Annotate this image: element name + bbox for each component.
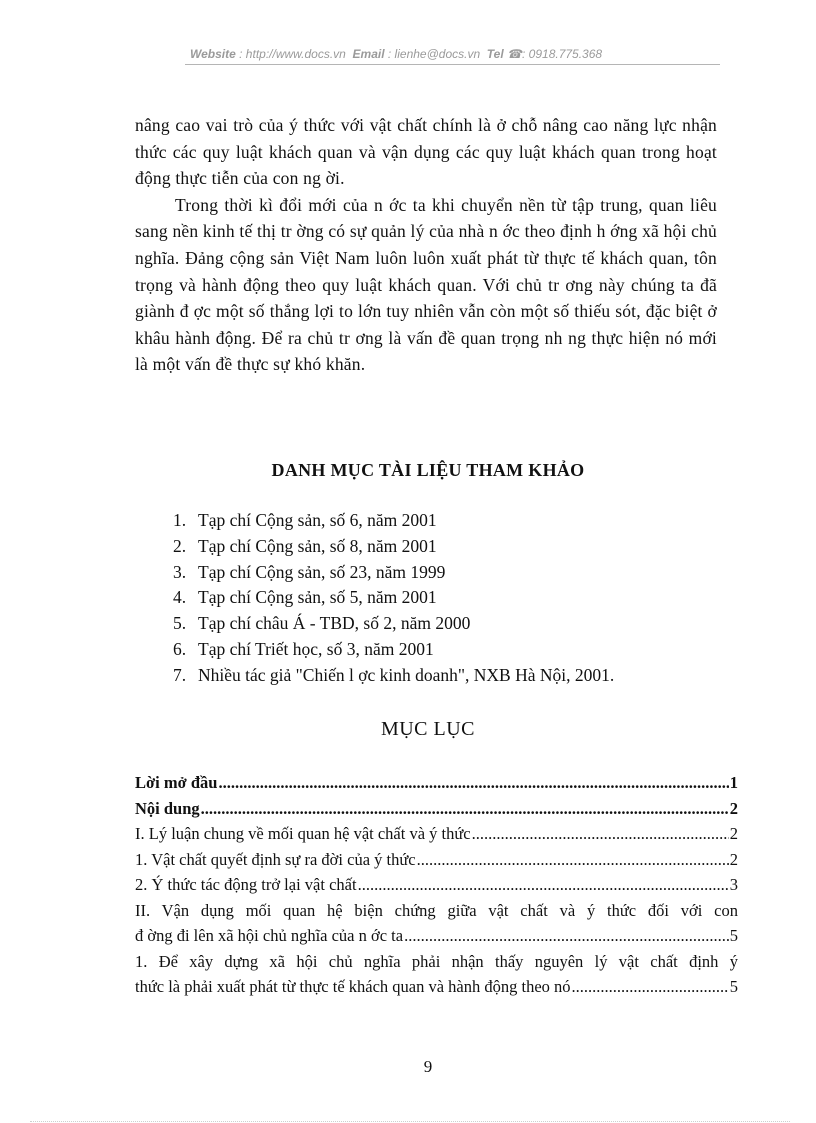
toc-entry[interactable]: Lời mở đầu ..... 1: [135, 770, 738, 796]
toc-entry[interactable]: Nội dung ..... 2: [135, 796, 738, 822]
tel-value: : 0918.775.368: [522, 47, 603, 61]
list-item: 1. Tạp chí Cộng sản, số 6, năm 2001: [173, 510, 437, 530]
list-item: 4. Tạp chí Cộng sản, số 5, năm 2001: [173, 587, 437, 608]
email-value[interactable]: : lienhe@docs.vn: [387, 47, 481, 61]
phone-icon: ☎: [507, 47, 522, 61]
page-header: [190, 47, 720, 61]
toc-entry[interactable]: 1. Vật chất quyết định sự ra đời của ý thức ..... 2: [135, 847, 738, 873]
tel-label: Tel: [486, 47, 504, 61]
toc-title: MỤC LỤC: [380, 718, 476, 740]
paragraph: nâng cao vai trò của ý thức với vật chất chính là ở chỗ nâng cao năng lực nhận thức các quy luật khách quan và vận dụng các quy luật khách quan trong hoạt động thực tiễn của con ng ời.: [135, 115, 717, 189]
list-item: 6. Tạp chí Triết học, số 3, năm 2001: [173, 638, 434, 659]
paragraph: Trong thời kì đổi mới của n ớc ta khi chuyển nền từ tập trung, quan liêu sang nền kinh tế thị tr ờng có sự quản lý của nhà n ớc theo định h ớng xã hội chủ nghĩa. Đảng cộng sản Việt Nam luôn luôn xuất phát từ thực tế khách quan, tôn trọng và hành động theo quy luật khách quan. Với chủ tr ơng này chúng ta đã giành đ ợc một số thắng lợi to lớn tuy nhiên vẫn còn một số thiếu sót, đặc biệt ở khâu hành động. Để ra chủ tr ơng là vấn đề quan trọng nh ng thực hiện nó mới là một vấn đề thực sự khó khăn.: [135, 194, 717, 375]
toc-entry[interactable]: 2. Ý thức tác động trở lại vật chất ..... 3: [135, 872, 738, 898]
list-item: 3. Tạp chí Cộng sản, số 23, năm 1999: [173, 561, 446, 582]
header-divider: [185, 64, 720, 65]
table-of-contents: [135, 770, 738, 1000]
toc-entry-line[interactable]: 1. Để xây dựng xã hội chủ nghĩa phải nhận thấy nguyên lý vật chất định ý: [135, 951, 738, 971]
list-item: 5. Tạp chí châu Á - TBD, số 2, năm 2000: [173, 613, 471, 634]
toc-entry[interactable]: thức là phải xuất phát từ thực tế khách quan và hành động theo nó ..... 5: [135, 974, 738, 1000]
references-title: DANH MỤC TÀI LIỆU THAM KHẢO: [271, 460, 585, 480]
email-label: Email: [352, 47, 385, 61]
toc-entry[interactable]: I. Lý luận chung về mối quan hệ vật chất và ý thức ..... 2: [135, 821, 738, 847]
toc-entry-line[interactable]: II. Vận dụng mối quan hệ biện chứng giữa vật chất và ý thức đối với con: [135, 900, 738, 920]
list-item: 7. Nhiều tác giả "Chiến l ợc kinh doanh", NXB Hà Nội, 2001.: [173, 664, 615, 685]
website-value[interactable]: : http://www.docs.vn: [239, 47, 346, 61]
body-text: [135, 112, 717, 378]
toc-entry[interactable]: đ ờng đi lên xã hội chủ nghĩa của n ớc ta ..... 5: [135, 923, 738, 949]
references-list: [173, 508, 614, 689]
footer-divider: [30, 1121, 790, 1122]
list-item: 2. Tạp chí Cộng sản, số 8, năm 2001: [173, 535, 437, 556]
page-number: 9: [423, 1057, 433, 1076]
website-label: Website: [190, 47, 236, 61]
